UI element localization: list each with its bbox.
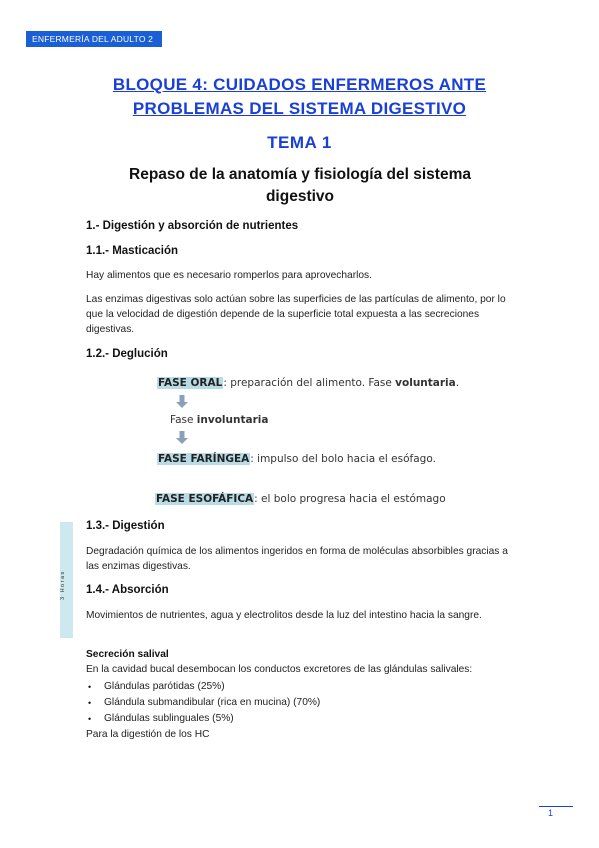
side-time-label: 3 Horas (60, 570, 66, 600)
subject-title-line-2: digestivo (265, 188, 335, 205)
phase-faringea-label: FASE FARÍNGEA (158, 453, 250, 465)
list-item (86, 711, 320, 727)
phase-oral-bold: voluntaria (395, 377, 456, 389)
bullet-icon: • (88, 698, 92, 708)
heading-digestion-absorcion: 1.- Digestión y absorción de nutrientes (86, 220, 299, 232)
phase-esofagica-label: FASE ESOFÁFICA (156, 493, 254, 505)
block-title-line-1: BLOQUE 4: CUIDADOS ENFERMEROS ANTE (112, 75, 487, 94)
subject-title (110, 164, 490, 208)
phase-involuntaria-line (170, 414, 268, 426)
page-number-rule (539, 806, 573, 807)
arrow-down-icon (175, 395, 189, 409)
course-header-tag: ENFERMERÍA DEL ADULTO 2 (26, 31, 162, 47)
phase-esofagica-text: : el bolo progresa hacia el estómago (254, 493, 446, 505)
phase-oral-text: : preparación del alimento. Fase (223, 377, 396, 389)
glandulas-list (86, 679, 320, 727)
heading-deglucion: 1.2.- Deglución (86, 348, 168, 360)
heading-absorcion: 1.4.- Absorción (86, 584, 169, 596)
page-number: 1 (548, 808, 554, 818)
heading-masticacion: 1.1.- Masticación (86, 245, 179, 257)
heading-secrecion-salival: Secreción salival (86, 649, 169, 660)
paragraph-masticacion-2: Las enzimas digestivas solo actúan sobre las superficies de las partículas de alimento, por lo que la velocidad de digestión depende de la superficie total expuesta a las secreciones digestivas. (86, 294, 506, 335)
phase-faringea-line (157, 453, 436, 465)
heading-digestion: 1.3.- Digestión (86, 520, 165, 532)
bullet-icon: • (88, 714, 92, 724)
phase-oral-line (157, 377, 459, 389)
list-item (86, 679, 320, 695)
block-title-line-2: PROBLEMAS DEL SISTEMA DIGESTIVO (132, 99, 467, 118)
paragraph-secrecion-intro: En la cavidad bucal desembocan los conductos excretores de las glándulas salivales: (86, 664, 473, 675)
paragraph-hc: Para la digestión de los HC (86, 729, 210, 740)
arrow-down-icon (175, 431, 189, 445)
phase-involuntaria-bold: involuntaria (196, 414, 269, 426)
list-item-text: Glándula submandibular (rica en mucina) (70%) (104, 697, 321, 708)
phase-faringea-text: : impulso del bolo hacia el esófago. (250, 453, 436, 465)
tema-title: TEMA 1 (267, 133, 332, 152)
phase-oral-label: FASE ORAL (158, 377, 223, 389)
list-item-text: Glándulas sublinguales (5%) (104, 713, 234, 724)
list-item (86, 695, 320, 711)
paragraph-digestion: Degradación química de los alimentos ingeridos en forma de moléculas absorbibles gracias a las enzimas digestivas. (86, 546, 508, 572)
paragraph-masticacion-1: Hay alimentos que es necesario romperlos para aprovecharlos. (86, 270, 372, 281)
bullet-icon: • (88, 682, 92, 692)
phase-esofagica-line (155, 493, 446, 505)
list-item-text: Glándulas parótidas (25%) (104, 681, 225, 692)
phase-oral-end: . (455, 377, 460, 389)
paragraph-absorcion: Movimientos de nutrientes, agua y electrolitos desde la luz del intestino hacia la sangre. (86, 610, 482, 621)
phase-involuntaria-text: Fase (170, 414, 197, 426)
subject-title-line-1: Repaso de la anatomía y fisiología del sistema (129, 166, 471, 183)
